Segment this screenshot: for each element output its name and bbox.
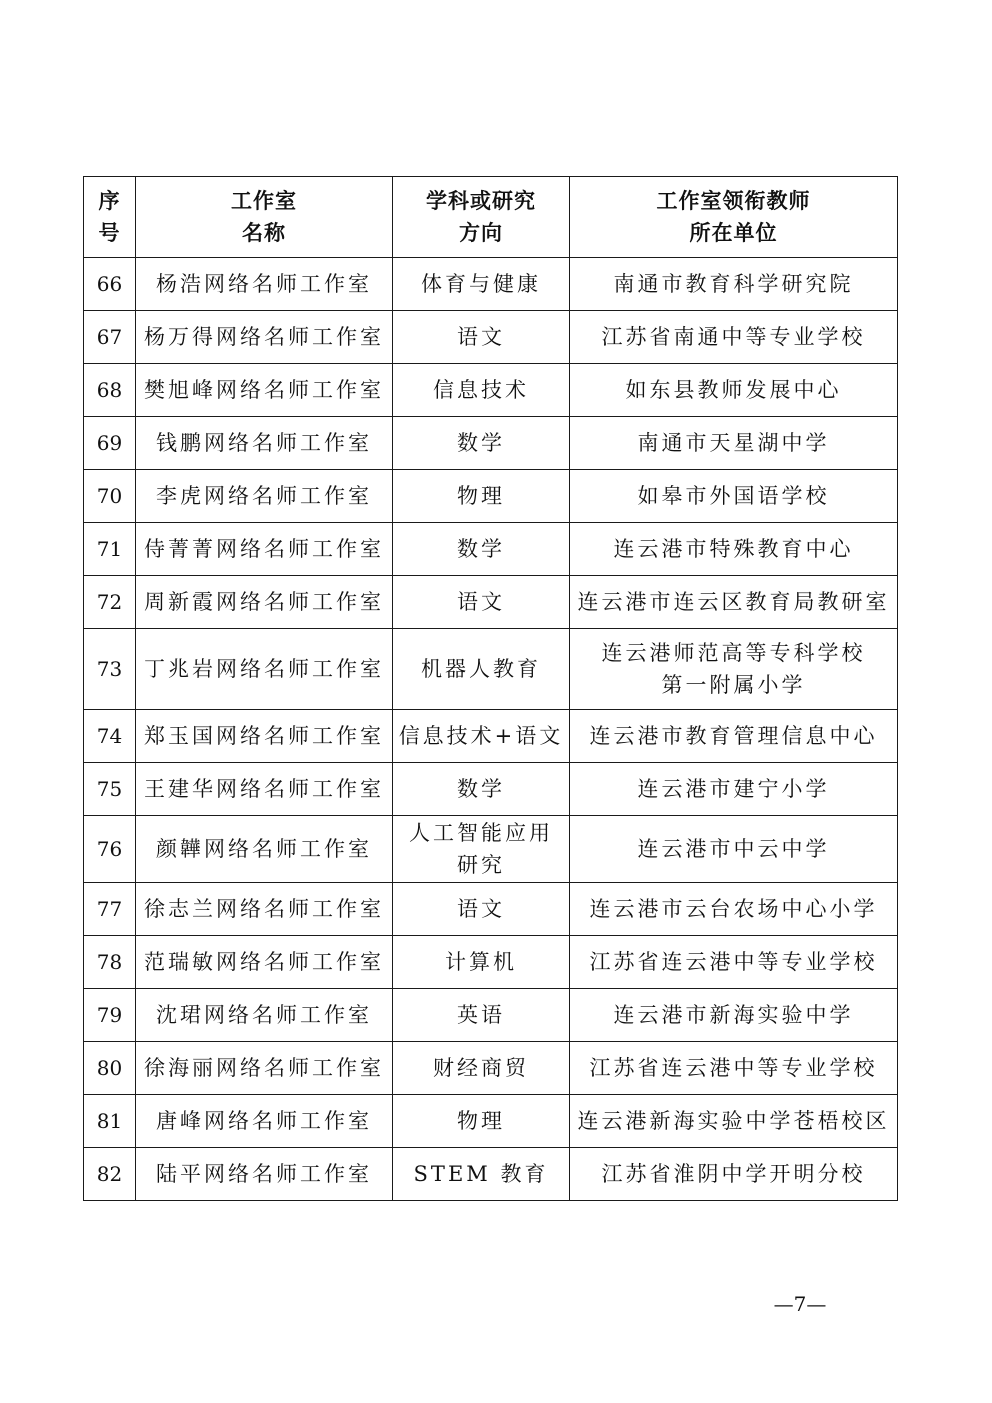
cell-subject bbox=[393, 1095, 570, 1148]
cell-unit-line: 连云港市中云中学 bbox=[637, 837, 830, 861]
table-row bbox=[84, 883, 898, 936]
cell-studio-name: 丁兆岩网络名师工作室 bbox=[136, 629, 393, 710]
cell-unit bbox=[570, 576, 898, 629]
cell-no: 74 bbox=[84, 710, 136, 763]
cell-unit-line: 连云港市连云区教育局教研室 bbox=[577, 590, 890, 614]
cell-unit-line: 连云港师范高等专科学校 bbox=[601, 641, 866, 665]
table-row bbox=[84, 989, 898, 1042]
cell-studio-name: 范瑞敏网络名师工作室 bbox=[136, 936, 393, 989]
header-no: 序 号 bbox=[84, 177, 136, 258]
cell-subject bbox=[393, 883, 570, 936]
cell-unit bbox=[570, 258, 898, 311]
cell-studio-name: 杨浩网络名师工作室 bbox=[136, 258, 393, 311]
cell-subject-line: 数学 bbox=[457, 537, 505, 561]
cell-studio-name: 杨万得网络名师工作室 bbox=[136, 311, 393, 364]
cell-no: 72 bbox=[84, 576, 136, 629]
cell-subject bbox=[393, 470, 570, 523]
cell-subject-line: 体育与健康 bbox=[421, 272, 541, 296]
cell-unit-line: 连云港市教育管理信息中心 bbox=[589, 724, 878, 748]
cell-no: 76 bbox=[84, 816, 136, 883]
cell-subject-line: 语文 bbox=[457, 325, 505, 349]
cell-no: 71 bbox=[84, 523, 136, 576]
header-unit: 工作室领衔教师 所在单位 bbox=[570, 177, 898, 258]
table-row bbox=[84, 417, 898, 470]
cell-studio-name: 沈珺网络名师工作室 bbox=[136, 989, 393, 1042]
cell-unit bbox=[570, 989, 898, 1042]
cell-unit bbox=[570, 710, 898, 763]
cell-unit-line: 如东县教师发展中心 bbox=[625, 378, 842, 402]
cell-subject-line: 机器人教育 bbox=[421, 657, 541, 681]
table-row bbox=[84, 364, 898, 417]
cell-no: 82 bbox=[84, 1148, 136, 1201]
cell-studio-name: 郑玉国网络名师工作室 bbox=[136, 710, 393, 763]
cell-subject bbox=[393, 258, 570, 311]
cell-subject bbox=[393, 763, 570, 816]
header-name: 工作室 名称 bbox=[136, 177, 393, 258]
cell-subject bbox=[393, 936, 570, 989]
studio-list-table bbox=[83, 176, 898, 1201]
cell-unit bbox=[570, 763, 898, 816]
cell-subject-line: 财经商贸 bbox=[433, 1056, 529, 1080]
header-subject: 学科或研究 方向 bbox=[393, 177, 570, 258]
cell-subject bbox=[393, 417, 570, 470]
cell-no: 75 bbox=[84, 763, 136, 816]
cell-subject bbox=[393, 576, 570, 629]
cell-subject-line: 物理 bbox=[457, 484, 505, 508]
cell-subject-line: 物理 bbox=[457, 1109, 505, 1133]
cell-unit bbox=[570, 1042, 898, 1095]
cell-unit-line: 南通市天星湖中学 bbox=[637, 431, 830, 455]
cell-unit bbox=[570, 629, 898, 710]
cell-no: 79 bbox=[84, 989, 136, 1042]
cell-studio-name: 钱鹏网络名师工作室 bbox=[136, 417, 393, 470]
table-row bbox=[84, 1095, 898, 1148]
table-row bbox=[84, 936, 898, 989]
table-body bbox=[84, 258, 898, 1201]
cell-studio-name: 樊旭峰网络名师工作室 bbox=[136, 364, 393, 417]
cell-subject bbox=[393, 1148, 570, 1201]
cell-subject-line: 计算机 bbox=[445, 950, 517, 974]
cell-subject bbox=[393, 710, 570, 763]
cell-unit-line: 连云港市新海实验中学 bbox=[613, 1003, 854, 1027]
cell-unit bbox=[570, 364, 898, 417]
cell-studio-name: 李虎网络名师工作室 bbox=[136, 470, 393, 523]
cell-unit-line: 江苏省淮阴中学开明分校 bbox=[601, 1162, 866, 1186]
cell-unit bbox=[570, 523, 898, 576]
table-row bbox=[84, 311, 898, 364]
cell-subject-line: 语文 bbox=[457, 897, 505, 921]
table-row bbox=[84, 1042, 898, 1095]
cell-studio-name: 周新霞网络名师工作室 bbox=[136, 576, 393, 629]
cell-studio-name: 侍菁菁网络名师工作室 bbox=[136, 523, 393, 576]
cell-studio-name: 唐峰网络名师工作室 bbox=[136, 1095, 393, 1148]
cell-subject bbox=[393, 311, 570, 364]
cell-no: 67 bbox=[84, 311, 136, 364]
cell-subject-line: 数学 bbox=[457, 777, 505, 801]
cell-unit-line: 南通市教育科学研究院 bbox=[613, 272, 854, 296]
cell-unit-line: 第一附属小学 bbox=[661, 673, 806, 697]
table-row bbox=[84, 629, 898, 710]
cell-unit-line: 江苏省连云港中等专业学校 bbox=[589, 1056, 878, 1080]
cell-subject-line: 英语 bbox=[457, 1003, 505, 1027]
cell-studio-name: 王建华网络名师工作室 bbox=[136, 763, 393, 816]
page-number: —7— bbox=[773, 1292, 827, 1316]
cell-unit bbox=[570, 311, 898, 364]
cell-subject-line: 信息技术+语文 bbox=[398, 724, 564, 748]
document-table-container bbox=[83, 176, 897, 1201]
cell-subject bbox=[393, 364, 570, 417]
cell-unit bbox=[570, 936, 898, 989]
cell-subject-line: 信息技术 bbox=[433, 378, 529, 402]
cell-studio-name: 陆平网络名师工作室 bbox=[136, 1148, 393, 1201]
cell-studio-name: 徐志兰网络名师工作室 bbox=[136, 883, 393, 936]
cell-unit bbox=[570, 816, 898, 883]
cell-subject bbox=[393, 629, 570, 710]
table-row bbox=[84, 1148, 898, 1201]
cell-subject bbox=[393, 989, 570, 1042]
cell-subject bbox=[393, 523, 570, 576]
cell-unit bbox=[570, 470, 898, 523]
cell-unit bbox=[570, 1095, 898, 1148]
cell-no: 81 bbox=[84, 1095, 136, 1148]
cell-subject bbox=[393, 816, 570, 883]
cell-no: 78 bbox=[84, 936, 136, 989]
table-row bbox=[84, 816, 898, 883]
table-row bbox=[84, 258, 898, 311]
cell-unit bbox=[570, 1148, 898, 1201]
cell-subject-line: 研究 bbox=[457, 853, 505, 877]
cell-studio-name: 颜韡网络名师工作室 bbox=[136, 816, 393, 883]
cell-unit bbox=[570, 883, 898, 936]
cell-no: 77 bbox=[84, 883, 136, 936]
table-row bbox=[84, 763, 898, 816]
cell-unit-line: 江苏省南通中等专业学校 bbox=[601, 325, 866, 349]
cell-subject-line: 人工智能应用 bbox=[409, 821, 553, 845]
cell-subject-line: 语文 bbox=[457, 590, 505, 614]
cell-unit bbox=[570, 417, 898, 470]
cell-unit-line: 连云港市建宁小学 bbox=[637, 777, 830, 801]
cell-unit-line: 如皋市外国语学校 bbox=[637, 484, 830, 508]
cell-no: 69 bbox=[84, 417, 136, 470]
cell-no: 66 bbox=[84, 258, 136, 311]
cell-subject bbox=[393, 1042, 570, 1095]
cell-unit-line: 江苏省连云港中等专业学校 bbox=[589, 950, 878, 974]
cell-unit-line: 连云港新海实验中学苍梧校区 bbox=[577, 1109, 890, 1133]
cell-studio-name: 徐海丽网络名师工作室 bbox=[136, 1042, 393, 1095]
cell-no: 68 bbox=[84, 364, 136, 417]
cell-no: 70 bbox=[84, 470, 136, 523]
cell-no: 73 bbox=[84, 629, 136, 710]
cell-no: 80 bbox=[84, 1042, 136, 1095]
table-row bbox=[84, 523, 898, 576]
table-row bbox=[84, 576, 898, 629]
cell-subject-line: STEM 教育 bbox=[413, 1162, 549, 1186]
table-header-row bbox=[84, 177, 898, 258]
cell-unit-line: 连云港市特殊教育中心 bbox=[613, 537, 854, 561]
table-row bbox=[84, 470, 898, 523]
table-row bbox=[84, 710, 898, 763]
cell-unit-line: 连云港市云台农场中心小学 bbox=[589, 897, 878, 921]
cell-subject-line: 数学 bbox=[457, 431, 505, 455]
